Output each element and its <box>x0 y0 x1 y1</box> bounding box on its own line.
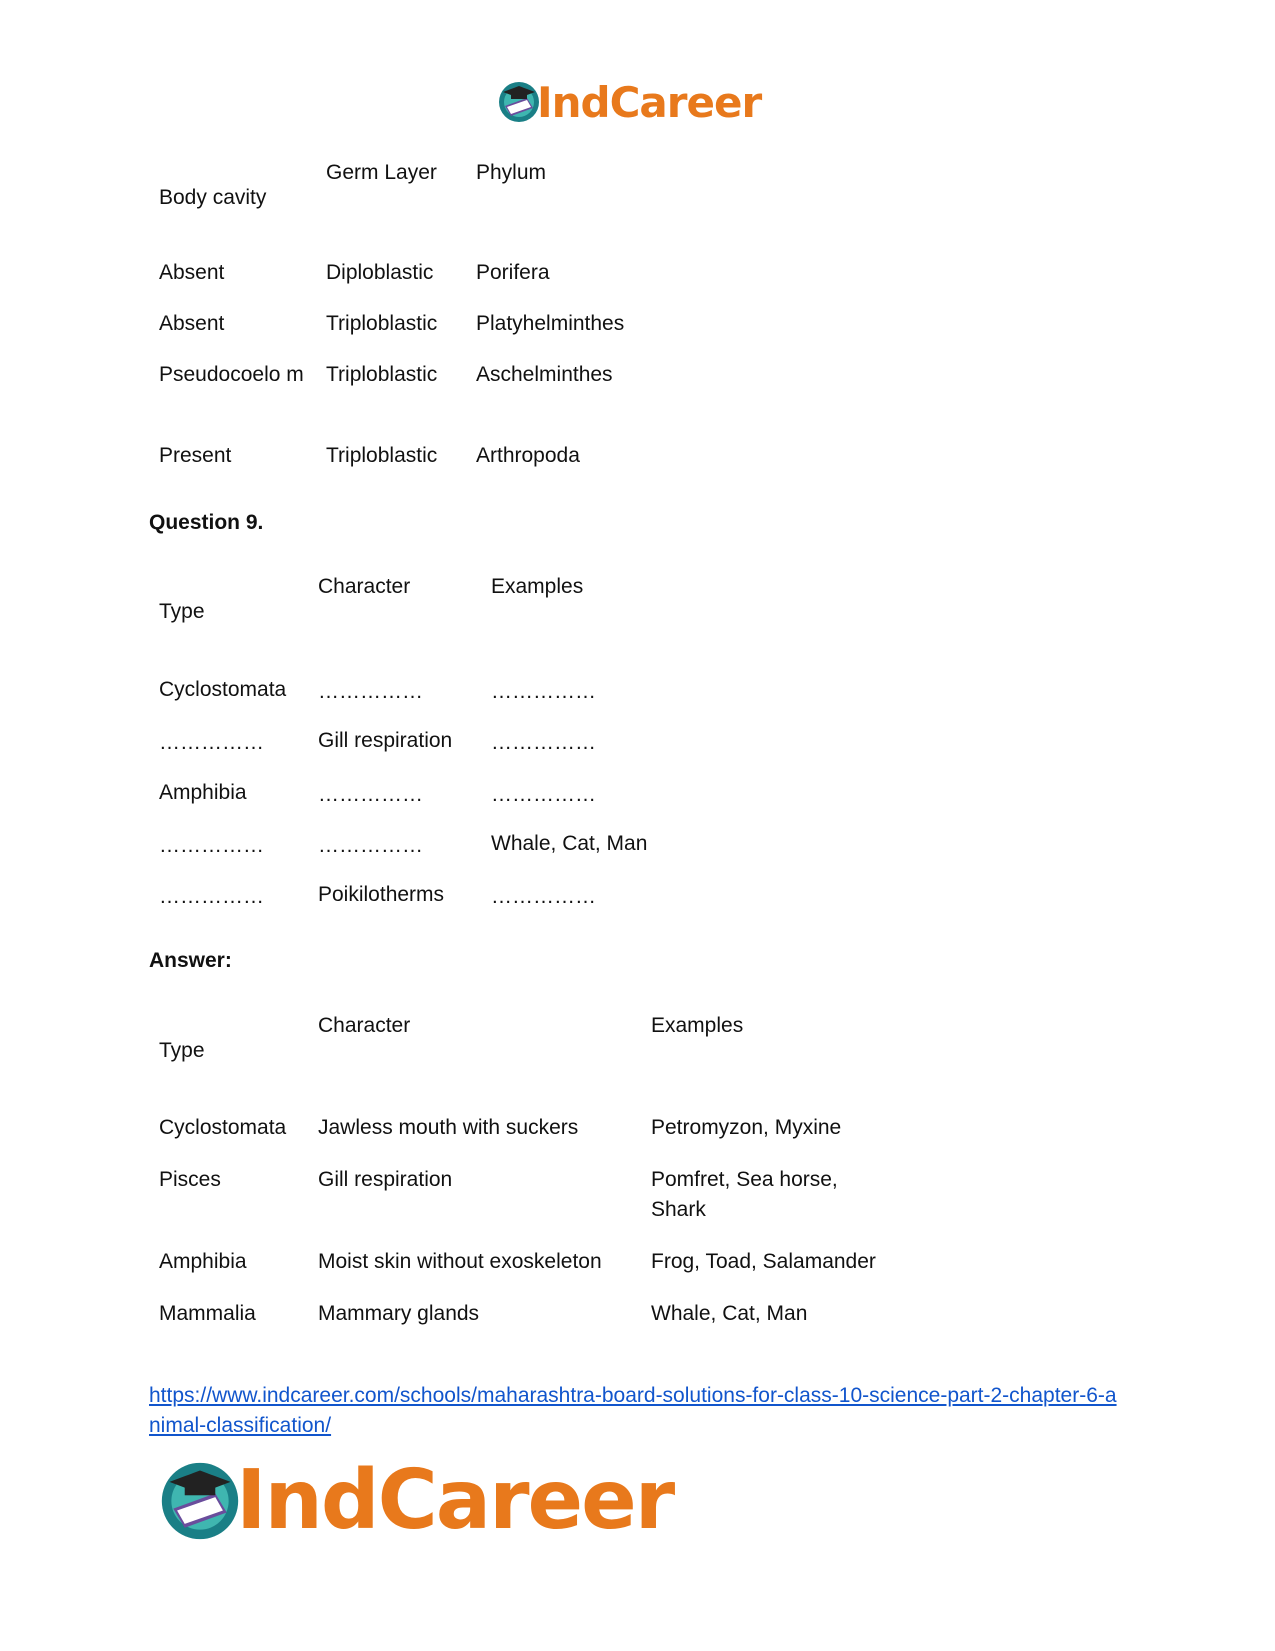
table-cell: Mammalia <box>159 1302 256 1325</box>
table-cell: Pseudocoelo m <box>159 363 304 386</box>
graduation-cap-book-icon <box>158 1459 242 1543</box>
footer-logo-text: IndCareer <box>236 1453 674 1548</box>
table-cell: Present <box>159 444 232 467</box>
header-logo <box>497 78 777 130</box>
table-header: Examples <box>491 575 584 598</box>
table-cell: Jawless mouth with suckers <box>318 1116 579 1139</box>
table-cell: Moist skin without exoskeleton <box>318 1250 602 1273</box>
table-cell: Triploblastic <box>326 444 438 467</box>
table-cell: Arthropoda <box>476 444 580 467</box>
footer-logo <box>158 1455 698 1555</box>
table-cell: Triploblastic <box>326 363 438 386</box>
table-cell: Whale, Cat, Man <box>651 1302 808 1325</box>
table-cell: Petromyzon, Myxine <box>651 1116 842 1139</box>
table-cell: Absent <box>159 312 225 335</box>
table-header: Character <box>318 1014 411 1037</box>
table-cell: …………… <box>318 834 423 857</box>
table-cell: Cyclostomata <box>159 1116 287 1139</box>
table-cell: …………… <box>159 885 264 908</box>
table-cell: Absent <box>159 261 225 284</box>
table-cell: Frog, Toad, Salamander <box>651 1250 876 1273</box>
table-cell: Aschelminthes <box>476 363 613 386</box>
table-header: Germ Layer <box>326 161 437 184</box>
table-cell: …………… <box>159 731 264 754</box>
graduation-cap-book-icon <box>497 80 541 124</box>
table-cell: Whale, Cat, Man <box>491 832 648 855</box>
table-cell: …………… <box>159 834 264 857</box>
table-header: Type <box>159 600 205 623</box>
table-cell: …………… <box>491 783 596 806</box>
table-header: Body cavity <box>159 186 267 209</box>
table-cell: Cyclostomata <box>159 678 287 701</box>
table-cell: Platyhelminthes <box>476 312 625 335</box>
table-cell: …………… <box>491 885 596 908</box>
table-cell: Pisces <box>159 1168 221 1191</box>
header-logo-text: IndCareer <box>537 78 762 127</box>
answer-heading: Answer: <box>149 949 232 972</box>
table-cell: Amphibia <box>159 781 247 804</box>
source-link[interactable]: https://www.indcareer.com/schools/maharashtra-board-solutions-for-class-10-science-part-2-chapter-6-animal-classification/ <box>149 1384 1117 1437</box>
table-cell: …………… <box>491 731 596 754</box>
table-cell: Gill respiration <box>318 1168 453 1191</box>
table-header: Type <box>159 1039 205 1062</box>
table-cell: Pomfret, Sea horse, Shark <box>651 1168 838 1221</box>
table-header: Phylum <box>476 161 547 184</box>
table-cell: Amphibia <box>159 1250 247 1273</box>
table-cell: Mammary glands <box>318 1302 480 1325</box>
table-cell: Gill respiration <box>318 729 453 752</box>
table-cell: Triploblastic <box>326 312 438 335</box>
table-header: Character <box>318 575 411 598</box>
table-cell: Porifera <box>476 261 550 284</box>
table-cell: …………… <box>318 680 423 703</box>
table-cell: Poikilotherms <box>318 883 445 906</box>
table-cell: …………… <box>318 783 423 806</box>
question-heading: Question 9. <box>149 511 264 534</box>
table-header: Examples <box>651 1014 744 1037</box>
table-cell: …………… <box>491 680 596 703</box>
table-cell: Diploblastic <box>326 261 434 284</box>
